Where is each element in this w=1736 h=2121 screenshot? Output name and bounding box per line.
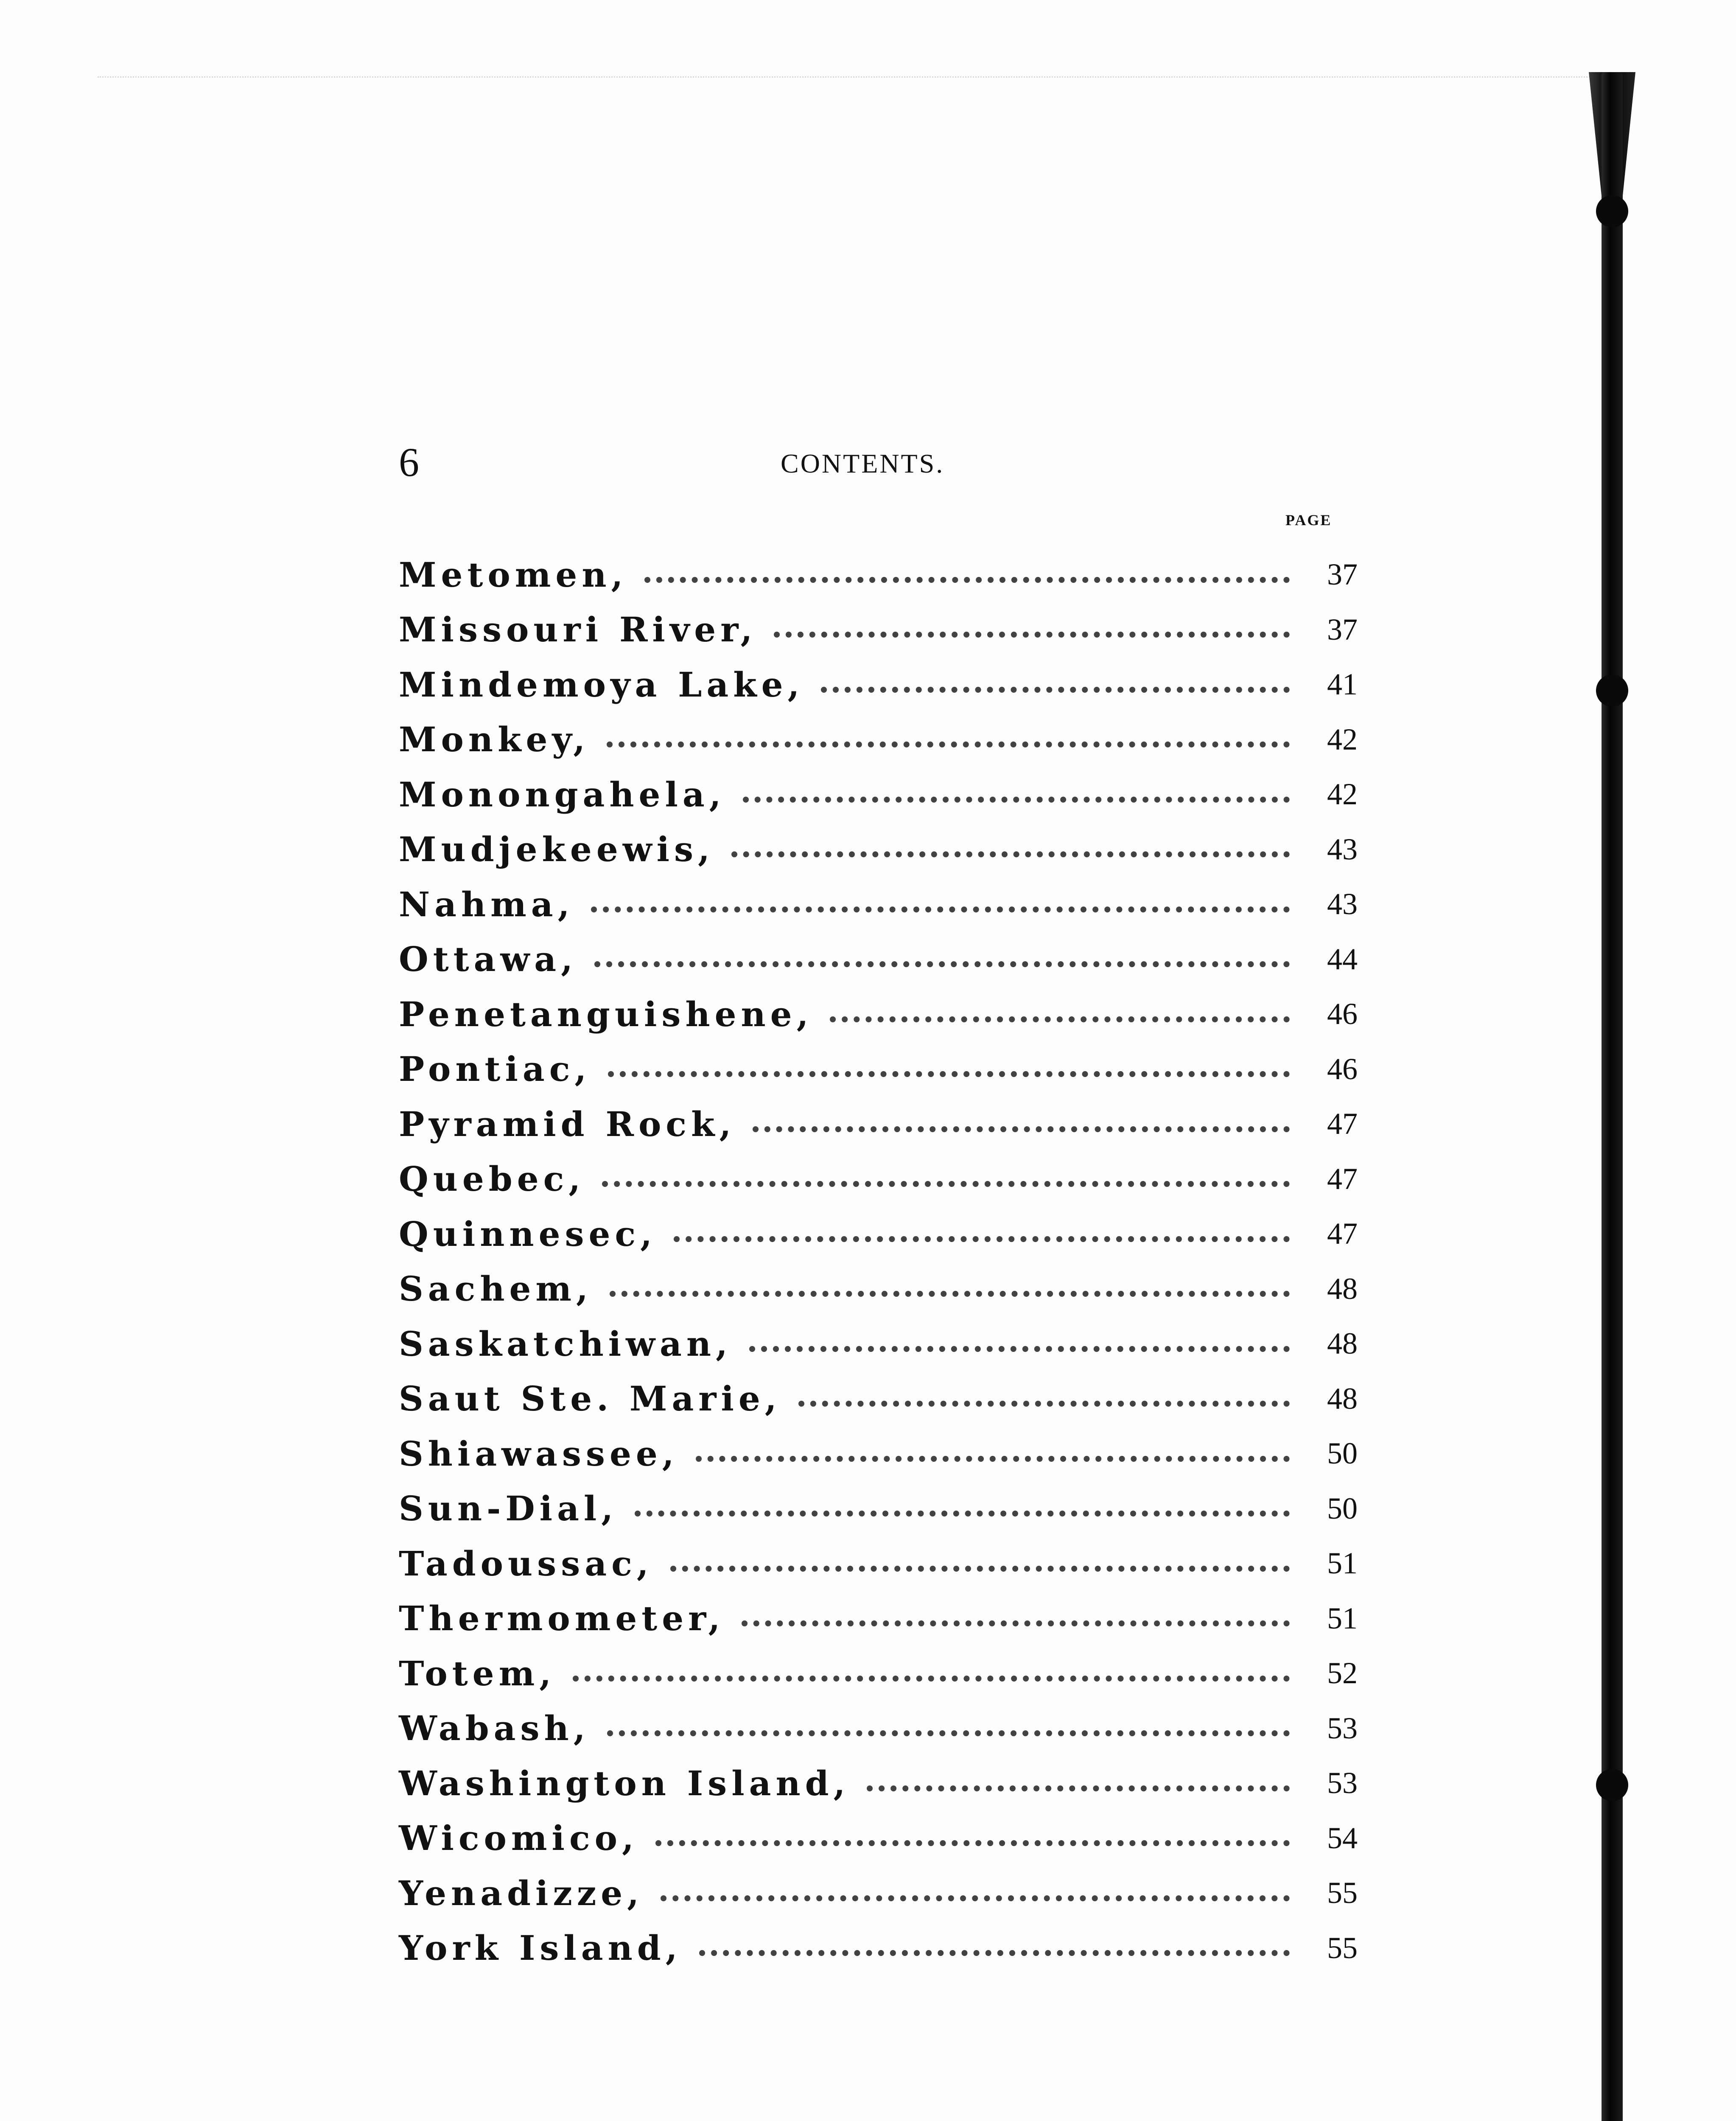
dot-leader xyxy=(607,742,1290,747)
entry-name: Totem, xyxy=(399,1653,556,1693)
dot-leader xyxy=(670,1566,1290,1572)
entry-name: Mindemoya Lake, xyxy=(399,664,804,705)
entry-name: Missouri River, xyxy=(399,610,757,650)
dot-leader xyxy=(602,1181,1290,1187)
dot-leader xyxy=(608,1071,1290,1077)
entry-name: Saut Ste. Marie, xyxy=(399,1379,781,1419)
entry-page-number: 43 xyxy=(1327,887,1358,921)
toc-entry xyxy=(399,877,1358,932)
dot-leader xyxy=(607,1730,1290,1736)
entry-page-number: 48 xyxy=(1327,1326,1358,1361)
toc-entry xyxy=(399,1481,1358,1536)
toc-entry xyxy=(399,1646,1358,1701)
entry-name: Wicomico, xyxy=(399,1818,638,1858)
toc-entry xyxy=(399,767,1358,822)
entry-page-number: 43 xyxy=(1327,832,1358,866)
toc-entry xyxy=(399,712,1358,767)
binding-strip xyxy=(1602,72,1623,2121)
entry-page-number: 44 xyxy=(1327,942,1358,976)
toc-entry xyxy=(399,1371,1358,1427)
toc-entry xyxy=(399,547,1358,602)
entry-page-number: 51 xyxy=(1327,1546,1358,1581)
dot-leader xyxy=(635,1511,1290,1517)
toc-entry xyxy=(399,932,1358,987)
dot-leader xyxy=(661,1895,1290,1901)
binding-knot xyxy=(1596,1769,1628,1801)
dot-leader xyxy=(696,1456,1290,1462)
page-header xyxy=(399,428,1332,496)
entry-page-number: 46 xyxy=(1327,1052,1358,1086)
entry-name: Ottawa, xyxy=(399,939,577,979)
toc-entry xyxy=(399,1866,1358,1921)
dot-leader xyxy=(749,1346,1290,1352)
entry-page-number: 54 xyxy=(1327,1821,1358,1855)
dot-leader xyxy=(655,1840,1290,1846)
entry-name: Sachem, xyxy=(399,1269,593,1309)
entry-name: Monongahela, xyxy=(399,774,726,814)
entry-name: Yenadizze, xyxy=(399,1873,644,1913)
toc-entry xyxy=(399,1536,1358,1591)
dot-leader xyxy=(867,1785,1290,1791)
dot-leader xyxy=(674,1236,1290,1242)
entry-name: Nahma, xyxy=(399,884,574,924)
entry-page-number: 48 xyxy=(1327,1381,1358,1416)
binding-knot xyxy=(1596,674,1628,707)
toc-entry xyxy=(399,1591,1358,1646)
entry-page-number: 50 xyxy=(1327,1491,1358,1525)
entry-name: Saskatchiwan, xyxy=(399,1324,732,1364)
toc-entry xyxy=(399,1921,1358,1976)
page-number: 6 xyxy=(399,439,419,485)
entry-page-number: 53 xyxy=(1327,1766,1358,1800)
entry-name: Pontiac, xyxy=(399,1049,591,1089)
entry-page-number: 46 xyxy=(1327,997,1358,1031)
entry-page-number: 47 xyxy=(1327,1217,1358,1251)
dot-leader xyxy=(753,1126,1290,1132)
entry-name: Sun-Dial, xyxy=(399,1489,618,1529)
entry-page-number: 53 xyxy=(1327,1711,1358,1745)
toc-entry xyxy=(399,1097,1358,1152)
entry-name: Quinnesec, xyxy=(399,1214,657,1254)
dot-leader xyxy=(743,797,1290,803)
running-title: CONTENTS. xyxy=(781,448,945,478)
toc-entry xyxy=(399,1426,1358,1481)
entry-name: Penetanguishene, xyxy=(399,994,813,1034)
toc-entry xyxy=(399,1701,1358,1756)
toc-entry xyxy=(399,1042,1358,1097)
toc-entry xyxy=(399,987,1358,1042)
entry-name: Pyramid Rock, xyxy=(399,1104,736,1144)
entry-page-number: 37 xyxy=(1327,557,1358,592)
dot-leader xyxy=(731,851,1290,857)
dot-leader xyxy=(742,1620,1290,1626)
entry-name: Wabash, xyxy=(399,1708,590,1749)
entry-page-number: 41 xyxy=(1327,667,1358,702)
entry-page-number: 55 xyxy=(1327,1876,1358,1910)
toc-entry xyxy=(399,822,1358,877)
entry-name: Quebec, xyxy=(399,1159,585,1199)
dot-leader xyxy=(830,1016,1290,1022)
toc-entry xyxy=(399,1316,1358,1371)
toc-entry xyxy=(399,1206,1358,1262)
entry-page-number: 51 xyxy=(1327,1601,1358,1635)
dot-leader xyxy=(591,907,1290,912)
dot-leader xyxy=(699,1950,1290,1956)
binding-knot xyxy=(1596,195,1628,227)
toc-entry xyxy=(399,1262,1358,1317)
dot-leader xyxy=(573,1676,1290,1682)
toc-entry xyxy=(399,1811,1358,1866)
dot-leader xyxy=(798,1401,1290,1407)
dot-leader xyxy=(821,687,1290,693)
entry-page-number: 48 xyxy=(1327,1271,1358,1306)
page-column-label: PAGE xyxy=(1285,512,1332,529)
entry-page-number: 52 xyxy=(1327,1656,1358,1690)
toc-entry xyxy=(399,1756,1358,1811)
entry-page-number: 47 xyxy=(1327,1161,1358,1196)
dot-leader xyxy=(610,1291,1290,1297)
entry-page-number: 37 xyxy=(1327,612,1358,646)
dot-leader xyxy=(774,632,1290,638)
entry-page-number: 50 xyxy=(1327,1436,1358,1471)
entry-page-number: 47 xyxy=(1327,1107,1358,1141)
toc-entry xyxy=(399,602,1358,658)
entry-name: York Island, xyxy=(399,1928,682,1968)
entry-name: Thermometer, xyxy=(399,1598,725,1639)
entry-page-number: 42 xyxy=(1327,777,1358,811)
toc-entry xyxy=(399,1152,1358,1207)
entry-name: Washington Island, xyxy=(399,1763,850,1803)
entry-page-number: 42 xyxy=(1327,722,1358,756)
entry-name: Tadoussac, xyxy=(399,1543,653,1584)
entry-name: Mudjekeewis, xyxy=(399,829,714,870)
dot-leader xyxy=(594,961,1290,967)
entry-name: Monkey, xyxy=(399,719,590,760)
table-of-contents xyxy=(399,547,1358,1975)
entry-name: Shiawassee, xyxy=(399,1433,679,1474)
entry-page-number: 55 xyxy=(1327,1931,1358,1965)
dot-leader xyxy=(644,577,1290,583)
toc-entry xyxy=(399,657,1358,712)
entry-name: Metomen, xyxy=(399,554,628,595)
